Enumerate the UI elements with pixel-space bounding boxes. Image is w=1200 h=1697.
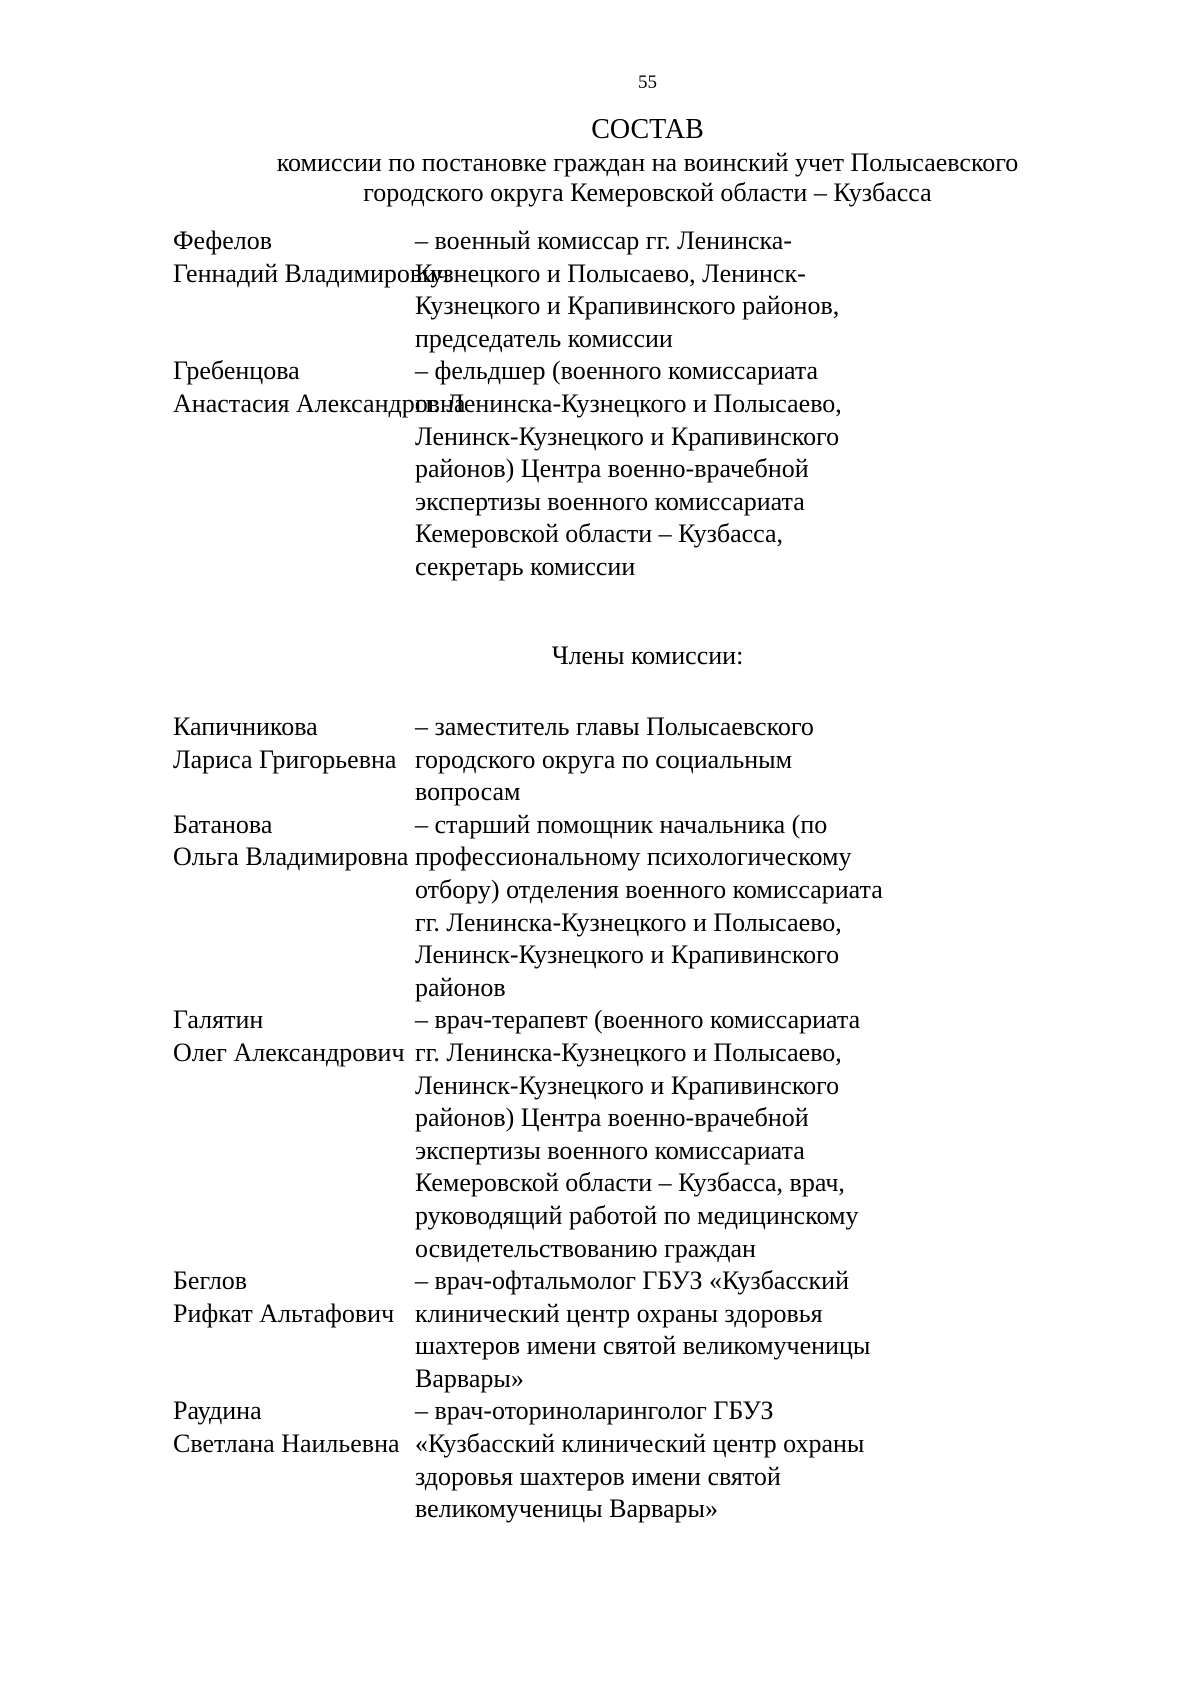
role-line: – заместитель главы Полысаевского: [415, 712, 814, 741]
person-surname: Гребенцова: [173, 356, 300, 386]
subtitle-line-1: комиссии по постановке граждан на воинский учет Полысаевского: [276, 148, 1019, 177]
person-role: [415, 1265, 955, 1395]
role-line: Кузнецкого и Полысаево, Ленинск-: [415, 258, 806, 288]
role-line: вопросам: [415, 777, 521, 807]
person-name: [0, 1265, 415, 1395]
role-line: гг. Ленинска-Кузнецкого и Полысаево,: [415, 388, 842, 418]
person-name: [0, 711, 415, 809]
person-role: [415, 809, 955, 1005]
role-line: профессиональному психологическому: [415, 842, 852, 872]
role-line: «Кузбасский клинический центр охраны: [415, 1429, 865, 1459]
subtitle-line-2: городского округа Кемеровской области – Кузбасса: [363, 178, 932, 207]
person-name: [0, 809, 415, 1005]
leadership-entry-secretary: [0, 355, 1200, 583]
role-line: председатель комиссии: [415, 323, 673, 353]
role-line: руководящий работой по медицинскому: [415, 1200, 859, 1230]
person-name: [0, 1395, 415, 1525]
person-role: [415, 711, 955, 809]
person-given-name: Олег Александрович: [173, 1037, 405, 1067]
person-role: [415, 1395, 955, 1525]
person-given-name: Геннадий Владимирович: [173, 258, 450, 288]
person-name: [0, 355, 466, 583]
person-given-name: Рифкат Альтафович: [173, 1298, 395, 1328]
person-given-name: Анастасия Александровна: [173, 388, 466, 418]
role-line: районов) Центра военно-врачебной: [415, 454, 809, 484]
page-number: 55: [638, 72, 657, 93]
role-line: – врач-офтальмолог ГБУЗ «Кузбасский: [415, 1266, 849, 1296]
role-line: Кемеровской области – Кузбасса,: [415, 519, 784, 549]
role-line: отбору) отделения военного комиссариата: [415, 874, 883, 904]
role-line: – фельдшер (военного комиссариата: [415, 356, 819, 386]
role-line: Ленинск-Кузнецкого и Крапивинского: [415, 421, 840, 451]
role-line: гг. Ленинска-Кузнецкого и Полысаево,: [415, 907, 842, 937]
document-subtitle: [200, 148, 1095, 208]
role-line: экспертизы военного комиссариата: [415, 1135, 805, 1165]
person-surname: Галятин: [173, 1005, 264, 1035]
person-given-name: Светлана Наильевна: [173, 1429, 400, 1459]
person-given-name: Лариса Григорьевна: [173, 744, 397, 774]
role-line: освидетельствованию граждан: [415, 1233, 756, 1263]
person-role: [415, 355, 955, 583]
person-surname: Капичникова: [173, 712, 318, 741]
member-entry: [0, 1265, 1200, 1395]
role-line: гг. Ленинска-Кузнецкого и Полысаево,: [415, 1037, 842, 1067]
role-line: великомученицы Варвары»: [415, 1494, 718, 1524]
role-line: – военный комиссар гг. Ленинска-: [415, 226, 792, 255]
role-line: Варвары»: [415, 1363, 524, 1393]
member-entry: [0, 809, 1200, 1005]
role-line: – старший помощник начальника (по: [415, 809, 828, 839]
person-surname: Фефелов: [173, 226, 273, 255]
role-line: – врач-оториноларинголог ГБУЗ: [415, 1396, 774, 1426]
role-line: Ленинск-Кузнецкого и Крапивинского: [415, 1070, 840, 1100]
person-role: [415, 1004, 955, 1265]
person-name: [0, 1004, 415, 1265]
member-entry: [0, 1395, 1200, 1525]
member-entry: [0, 711, 1200, 809]
role-line: городского округа по социальным: [415, 744, 793, 774]
role-line: секретарь комиссии: [415, 551, 636, 581]
role-line: – врач-терапевт (военного комиссариата: [415, 1005, 861, 1035]
role-line: районов: [415, 972, 506, 1002]
person-surname: Беглов: [173, 1266, 248, 1296]
document-title: СОСТАВ: [591, 114, 704, 145]
role-line: шахтеров имени святой великомученицы: [415, 1331, 871, 1361]
members-heading: Члены комиссии:: [551, 641, 744, 670]
role-line: Кемеровской области – Кузбасса, врач,: [415, 1168, 845, 1198]
members-list: [0, 711, 1200, 1526]
role-line: Ленинск-Кузнецкого и Крапивинского: [415, 940, 840, 970]
person-surname: Раудина: [173, 1396, 262, 1426]
leadership-entry-chairman: [0, 225, 1200, 355]
person-name: [0, 225, 450, 355]
role-line: здоровья шахтеров имени святой: [415, 1461, 781, 1491]
role-line: экспертизы военного комиссариата: [415, 486, 805, 516]
leadership-list: [0, 225, 1200, 584]
person-surname: Батанова: [173, 809, 273, 839]
person-role: [415, 225, 955, 355]
person-given-name: Ольга Владимировна: [173, 842, 409, 872]
role-line: клинический центр охраны здоровья: [415, 1298, 823, 1328]
role-line: районов) Центра военно-врачебной: [415, 1103, 809, 1133]
role-line: Кузнецкого и Крапивинского районов,: [415, 291, 840, 321]
member-entry: [0, 1004, 1200, 1265]
